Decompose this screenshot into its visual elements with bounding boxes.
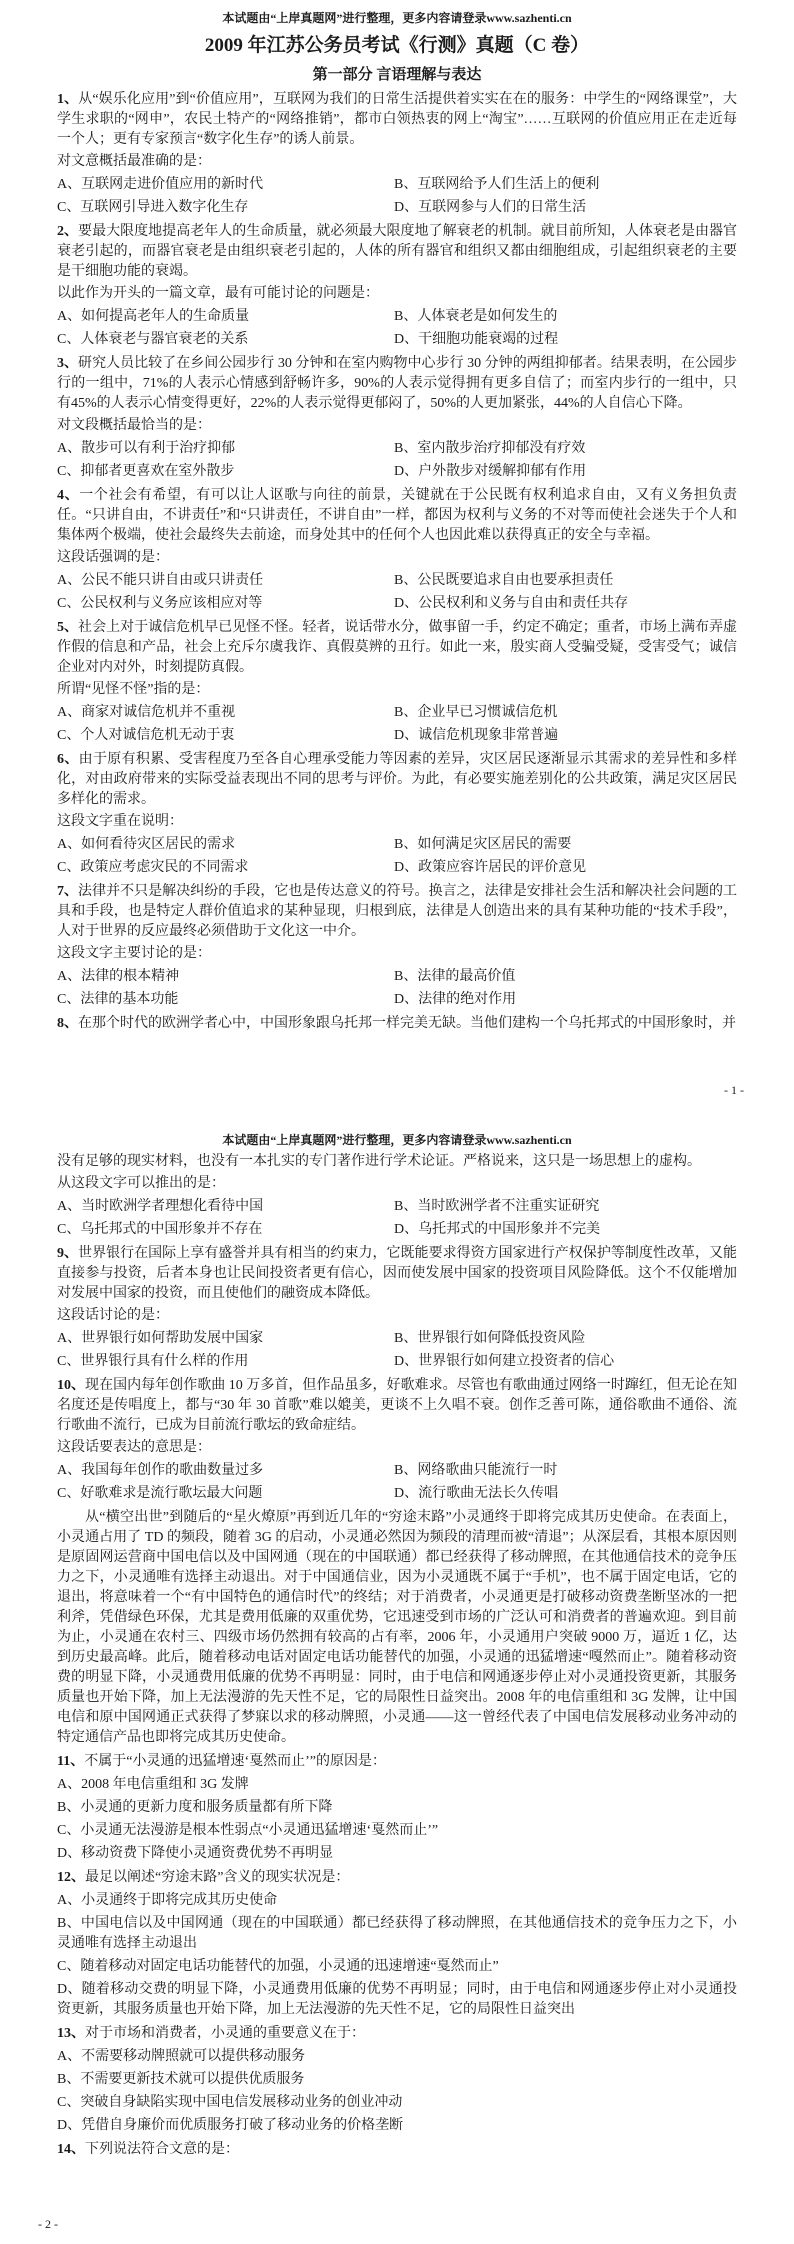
question-text [57,882,737,942]
option-B: B、室内散步治疗抑郁没有疗效 [394,441,586,456]
options-grid [57,1458,737,1504]
option-B: B、世界银行如何降低投资风险 [394,1331,586,1346]
options-grid [57,436,737,482]
question-14 [57,2140,737,2160]
question-stem: 要最大限度地提高老年人的生命质量，就必须最大限度地了解衰老的机制。就目前所知，人体衰老是由器官衰老引起的，而器官衰老是由组织衰老引起的，人体的所有器官和组织又都由细胞组成，引起组织衰老的主要是干细胞功能的衰竭。 [57,224,738,279]
question-text [57,1014,737,1034]
question-text [57,1244,737,1304]
option-D: D、凭借自身廉价而优质服务打破了移动业务的价格垄断 [57,2118,404,2133]
question-number: 7、 [57,884,79,899]
question-13 [57,2024,737,2136]
question-stem: 对于市场和消费者，小灵通的重要意义在于： [85,2026,365,2041]
option-D: D、政策应容许居民的评价意见 [394,860,587,875]
question-8-stem-part2 [57,1152,737,1240]
option-B: B、当时欧洲学者不注重实证研究 [394,1199,600,1214]
options-grid [57,304,737,350]
question-text [57,2024,737,2044]
option-D: D、随着移动交费的明显下降，小灵通费用低廉的优势不再明显；同时，由于电信和网通逐步停止对小灵通投资更新，其服务质量也开始下降，加上无法漫游的先天性不足，它的局限性日益突出 [57,1982,737,2017]
reading-passage [57,1508,737,1748]
question-number: 13、 [57,2026,85,2041]
options-grid [57,568,737,614]
header-note: 本试题由“上岸真题网”进行整理，更多内容请登录www.sazhenti.cn [222,11,572,25]
option-B: B、中国电信以及中国网通（现在的中国联通）都已经获得了移动牌照，在其他通信技术的竞争压力之下，小灵通唯有选择主动退出 [57,1916,737,1951]
question-stem: 世界银行在国际上享有盛誉并具有相当的约束力，它既能要求得资方国家进行产权保护等制度性改革，又能直接参与投资，后者本身也让民间投资者更有信心，因而使发展中国家的投资项目风险降低。这个不仅能增加对发展中国家的投资，而且使他们的融资成本降低。 [57,1246,738,1301]
option-C: C、小灵通无法漫游是根本性弱点“小灵通迅猛增速‘戛然而止’” [57,1823,439,1838]
page-number-2: - 2 - [38,2217,58,2231]
question-lead: 对文段概括最恰当的是： [57,418,211,433]
passage-text: 从“横空出世”到随后的“星火燎原”再到近几年的“穷途末路”小灵通终于即将完成其历史使命。在表面上，小灵通占用了 TD 的频段，随着 3G 的启动，小灵通必然因为频段的清理而被“清退”；从深层看，其根本原因则是原固网运营商中国电信以及中国网通（现在的中国联通）都已经获得了移动牌照，在其他通信技术的竞争压力之下，小灵通唯有选择主动退出。对于中国通信业，因为小灵通既不属于“手机”，也不属于固定电话，它的退出，将意味着一个“有中国特色的通信时代”的终结；对于消费者，小灵通更是打破移动资费垄断坚冰的一把利斧，凭借绿色环保，尤其是费用低廉的双重优势，它迅速受到市场的广泛认可和消费者的普遍欢迎。到目前为止，小灵通在农村三、四级市场仍然拥有较高的占有率，2006 年，小灵通用户突破 9000 万，逼近 1 亿，达到历史最高峰。此后，随着移动电话对固定电话功能替代的加强，小灵通的迅猛增速“嘎然而止”。随着移动资费的明显下降，小灵通费用低廉的优势不再明显：同时，由于电信和网通逐步停止对小灵通投资更新，其服务质量也开始下降，加上无法漫游的先天性不足，它的局限性日益突出。2008 年的电信重组和 3G 发牌，让中国电信和原中国网通正式获得了梦寐以求的移动牌照，小灵通——这一曾经代表了中国电信发展移动业务冲动的特定通信产品也即将完成其历史使命。 [57,1510,737,1745]
option-C: C、政策应考虑灾民的不同需求 [57,860,249,875]
option-D: D、干细胞功能衰竭的过程 [394,332,559,347]
option-B: B、法律的最高价值 [394,969,516,984]
option-A: A、我国每年创作的歌曲数量过多 [57,1463,264,1478]
question-text [57,354,737,414]
question-stem: 一个社会有希望，有可以让人讴歌与向往的前景，关键就在于公民既有权利追求自由，又有义务担负责任。“只讲自由，不讲责任”和“只讲责任，不讲自由”一样，都因为权利与义务的不对等而使社会迷失于个人和集体两个极端，使社会最终失去前途，而身处其中的任何个人也因此难以获得真正的安全与幸福。 [57,488,738,543]
question-stem: 没有足够的现实材料，也没有一本扎实的专门著作进行学术论证。严格说来，这只是一场思想上的虚构。 [57,1154,701,1169]
option-D: D、世界银行如何建立投资者的信心 [394,1354,615,1369]
option-C: C、人体衰老与器官衰老的关系 [57,332,249,347]
option-A: A、小灵通终于即将完成其历史使命 [57,1893,278,1908]
question-text [57,90,737,150]
question-11 [57,1752,737,1864]
question-1 [57,90,737,218]
option-C: C、法律的基本功能 [57,992,179,1007]
question-text [57,2140,737,2160]
option-C: C、乌托邦式的中国形象并不存在 [57,1222,263,1237]
question-text [57,486,737,546]
question-stem: 法律并不只是解决纠纷的手段，它也是传达意义的符号。换言之，法律是安排社会生活和解决社会问题的工具和手段，也是特定人群价值追求的某种显现，归根到底，法律是人创造出来的具有某种功能的“技术手段”，人对于世界的反应最终必须借助于文化这一中介。 [57,884,738,939]
question-stem: 现在国内每年创作歌曲 10 万多首，但作品虽多，好歌难求。尽管也有歌曲通过网络一时蹿红，但无论在知名度还是传唱度上，都与“30 年 30 首歌”难以媲美，更谈不上久唱不衰。创作乏善可陈，通俗歌曲不通俗、流行歌曲不流行，已成为目前流行歌坛的致命症结。 [57,1378,738,1433]
options-grid [57,1194,737,1240]
option-D: D、户外散步对缓解抑郁有作用 [394,464,587,479]
question-number: 5、 [57,620,79,635]
question-lead: 这段话讨论的是： [57,1308,169,1323]
question-number: 12、 [57,1870,85,1885]
question-text [57,618,737,678]
header-note: 本试题由“上岸真题网”进行整理，更多内容请登录www.sazhenti.cn [222,1133,572,1147]
question-number: 4、 [57,488,80,503]
page-2 [0,1122,794,2244]
question-stem: 最足以阐述“穷途末路”含义的现实状况是： [85,1870,350,1885]
option-A: A、不需要移动牌照就可以提供移动服务 [57,2049,306,2064]
question-number: 2、 [57,224,79,239]
options-grid [57,832,737,878]
question-number: 14、 [57,2142,85,2157]
question-number: 9、 [57,1246,79,1261]
option-D: D、乌托邦式的中国形象并不完美 [394,1222,601,1237]
option-A: A、互联网走进价值应用的新时代 [57,177,264,192]
option-A: A、如何提高老年人的生命质量 [57,309,250,324]
option-C: C、抑郁者更喜欢在室外散步 [57,464,235,479]
question-stem: 下列说法符合文意的是： [85,2142,239,2157]
option-C: C、突破自身缺陷实现中国电信发展移动业务的创业冲动 [57,2095,403,2110]
question-number: 6、 [57,752,79,767]
question-lead: 以此作为开头的一篇文章，最有可能讨论的问题是： [57,286,379,301]
option-C: C、随着移动对固定电话功能替代的加强，小灵通的迅速增速“戛然而止” [57,1959,499,1974]
options-grid [57,1326,737,1372]
question-2 [57,222,737,350]
option-A: A、世界银行如何帮助发展中国家 [57,1331,264,1346]
question-stem: 在那个时代的欧洲学者心中，中国形象跟乌托邦一样完美无缺。当他们建构一个乌托邦式的中国形象时，并 [78,1016,736,1031]
option-A: A、商家对诚信危机并不重视 [57,705,236,720]
option-B: B、互联网给予人们生活上的便利 [394,177,600,192]
option-D: D、法律的绝对作用 [394,992,517,1007]
question-number: 11、 [57,1754,85,1769]
question-text [57,222,737,282]
option-D: D、互联网参与人们的日常生活 [394,200,587,215]
section-heading: 第一部分 言语理解与表达 [312,67,482,83]
question-4 [57,486,737,614]
question-stem: 从“娱乐化应用”到“价值应用”，互联网为我们的日常生活提供着实实在在的服务：中学生的“网络课堂”，大学生求职的“网申”，农民土特产的“网络推销”，都市白领热衷的网上“淘宝”……互联网的价值应用正在走近每一个人；更有专家预言“数字化生存”的诱人前景。 [57,92,738,147]
option-C: C、公民权利与义务应该相应对等 [57,596,263,611]
option-C: C、世界银行具有什么样的作用 [57,1354,249,1369]
option-C: C、互联网引导进入数字化生存 [57,200,249,215]
question-10 [57,1376,737,1504]
page-number-1: - 1 - [724,1083,744,1097]
question-lead: 这段话要表达的意思是： [57,1440,211,1455]
question-lead: 从这段文字可以推出的是： [57,1176,225,1191]
question-stem: 社会上对于诚信危机早已见怪不怪。轻者，说话带水分，做事留一手，约定不确定；重者，市场上满布弄虚作假的信息和产品，社会上充斥尔虞我诈、真假莫辨的丑行。如此一来，殷实商人受骗受疑，受害受气；诚信企业对内对外，时刻提防真假。 [57,620,738,675]
question-9 [57,1244,737,1372]
page-1-content [57,90,737,1034]
question-number: 8、 [57,1016,78,1031]
question-text [57,1152,737,1172]
page-2-content [57,1152,737,2160]
question-5 [57,618,737,746]
option-B: B、人体衰老是如何发生的 [394,309,558,324]
option-D: D、公民权利和义务与自由和责任共存 [394,596,629,611]
question-text [57,1868,737,1888]
question-12 [57,1868,737,2020]
question-lead: 对文意概括最准确的是： [57,154,211,169]
option-B: B、不需要更新技术就可以提供优质服务 [57,2072,305,2087]
question-3 [57,354,737,482]
question-stem: 由于原有积累、受害程度乃至各自心理承受能力等因素的差异，灾区居民逐渐显示其需求的差异性和多样化，对由政府带来的实际受益表现出不同的思考与评价。为此，有必要实施差别化的公共政策，满足灾区居民多样化的需求。 [57,752,737,807]
question-number: 10、 [57,1378,86,1393]
question-stem: 不属于“小灵通的迅猛增速‘戛然而止’”的原因是： [84,1754,386,1769]
question-8-stem-part1 [57,1014,737,1034]
option-B: B、网络歌曲只能流行一时 [394,1463,558,1478]
option-A: A、公民不能只讲自由或只讲责任 [57,573,264,588]
question-number: 1、 [57,92,79,107]
option-B: B、公民既要追求自由也要承担责任 [394,573,614,588]
question-6 [57,750,737,878]
option-A: A、2008 年电信重组和 3G 发牌 [57,1777,249,1792]
page-title: 2009 年江苏公务员考试《行测》真题（C 卷） [204,35,590,56]
question-number: 3、 [57,356,79,371]
question-text [57,1752,737,1772]
question-stem: 研究人员比较了在乡间公园步行 30 分钟和在室内购物中心步行 30 分钟的两组抑郁者。结果表明，在公园步行的一组中，71%的人表示心情感到舒畅许多，90%的人表示觉得拥有更多自信了；而室内步行的一组中，只有45%的人表示心情变得更好，22%的人表示觉得更郁闷了，50%的人更加紧张，44%的人自信心下降。 [57,356,738,411]
option-D: D、诚信危机现象非常普遍 [394,728,559,743]
question-text [57,750,737,810]
options-grid [57,964,737,1010]
options-grid [57,172,737,218]
option-B: B、如何满足灾区居民的需要 [394,837,572,852]
question-lead: 这段话强调的是： [57,550,169,565]
option-D: D、移动资费下降使小灵通资费优势不再明显 [57,1846,334,1861]
option-C: C、好歌难求是流行歌坛最大问题 [57,1486,263,1501]
option-A: A、法律的根本精神 [57,969,180,984]
option-A: A、当时欧洲学者理想化看待中国 [57,1199,264,1214]
options-grid [57,700,737,746]
option-B: B、企业早已习惯诚信危机 [394,705,558,720]
question-7 [57,882,737,1010]
option-C: C、个人对诚信危机无动于衷 [57,728,235,743]
option-A: A、如何看待灾区居民的需求 [57,837,236,852]
option-A: A、散步可以有利于治疗抑郁 [57,441,236,456]
question-lead: 这段文字重在说明： [57,814,183,829]
question-lead: 所谓“见怪不怪”指的是： [57,682,210,697]
option-B: B、小灵通的更新力度和服务质量都有所下降 [57,1800,333,1815]
option-D: D、流行歌曲无法长久传唱 [394,1486,559,1501]
question-text [57,1376,737,1436]
question-lead: 这段文字主要讨论的是： [57,946,211,961]
